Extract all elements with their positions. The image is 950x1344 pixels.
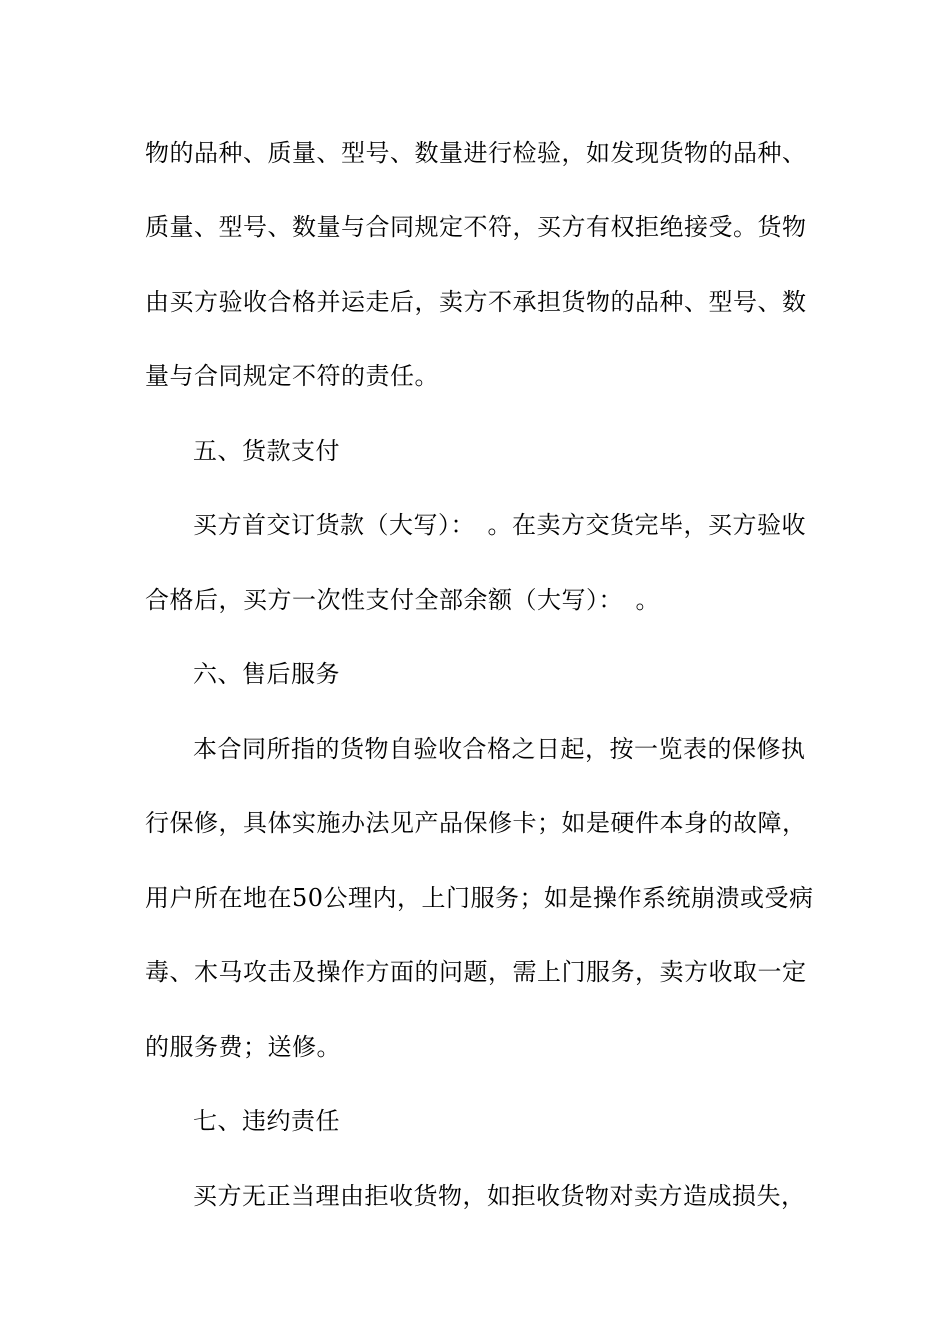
paragraph-line: 买方无正当理由拒收货物，如拒收货物对卖方造成损失， xyxy=(193,1182,806,1210)
paragraph-line: 物的品种、质量、型号、数量进行检验，如发现货物的品种、 xyxy=(145,139,807,167)
paragraph-line: 量与合同规定不符的责任。 xyxy=(145,362,439,390)
paragraph-line: 本合同所指的货物自验收合格之日起，按一览表的保修执 xyxy=(193,735,806,763)
paragraph-line: 由买方验收合格并运走后，卖方不承担货物的品种、型号、数 xyxy=(145,288,807,316)
paragraph-line: 的服务费；送修。 xyxy=(145,1033,341,1061)
paragraph-line: 质量、型号、数量与合同规定不符，买方有权拒绝接受。货物 xyxy=(145,213,807,241)
section-heading: 六、售后服务 xyxy=(193,660,340,688)
paragraph-line: 用户所在地在50公理内，上门服务；如是操作系统崩溃或受病 xyxy=(145,884,814,912)
paragraph-line: 买方首交订货款（大写）： 。在卖方交货完毕，买方验收 xyxy=(193,511,806,539)
paragraph-line: 毒、木马攻击及操作方面的问题，需上门服务，卖方收取一定 xyxy=(145,958,807,986)
paragraph-line: 合格后，买方一次性支付全部余额（大写）： 。 xyxy=(145,586,660,614)
section-heading: 五、货款支付 xyxy=(193,437,340,465)
section-heading: 七、违约责任 xyxy=(193,1107,340,1135)
paragraph-line: 行保修，具体实施办法见产品保修卡；如是硬件本身的故障， xyxy=(145,809,807,837)
